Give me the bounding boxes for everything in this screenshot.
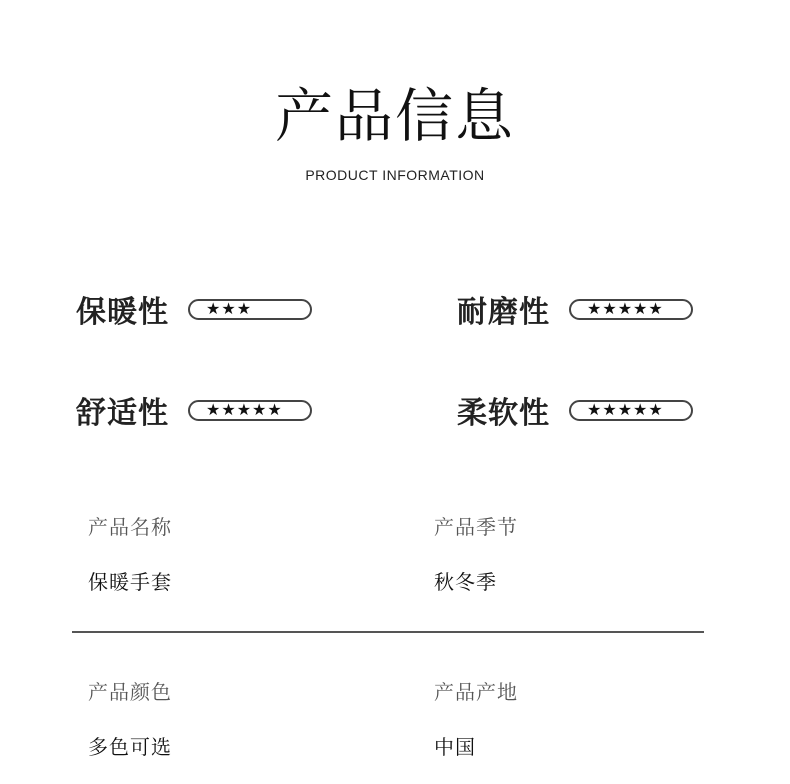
star-rating-pill (188, 400, 312, 421)
product-name-label: 产品名称 (88, 515, 172, 539)
page-subtitle: PRODUCT INFORMATION (305, 167, 485, 183)
stars-icon: ★★★★★ (587, 299, 664, 318)
product-season-value: 秋冬季 (434, 570, 497, 594)
rating-label: 保暖性 (76, 295, 169, 330)
product-origin-value: 中国 (434, 735, 476, 759)
rating-durability (457, 289, 693, 329)
product-name-value: 保暖手套 (88, 570, 172, 594)
star-rating-pill (569, 400, 693, 421)
rating-label: 耐磨性 (457, 295, 550, 330)
star-rating-pill (569, 299, 693, 320)
divider (72, 631, 704, 633)
rating-warmth (76, 289, 312, 329)
product-origin-label: 产品产地 (434, 680, 518, 704)
rating-comfort (76, 390, 312, 430)
stars-icon: ★★★★★ (587, 400, 664, 419)
page-title: 产品信息 (274, 82, 515, 150)
product-season-label: 产品季节 (434, 515, 518, 539)
product-color-label: 产品颜色 (88, 680, 172, 704)
rating-label: 舒适性 (76, 396, 169, 431)
rating-softness (457, 390, 693, 430)
product-color-value: 多色可选 (88, 735, 172, 759)
stars-icon: ★★★ (206, 299, 253, 318)
stars-icon: ★★★★★ (206, 400, 283, 419)
star-rating-pill (188, 299, 312, 320)
rating-label: 柔软性 (457, 396, 550, 431)
